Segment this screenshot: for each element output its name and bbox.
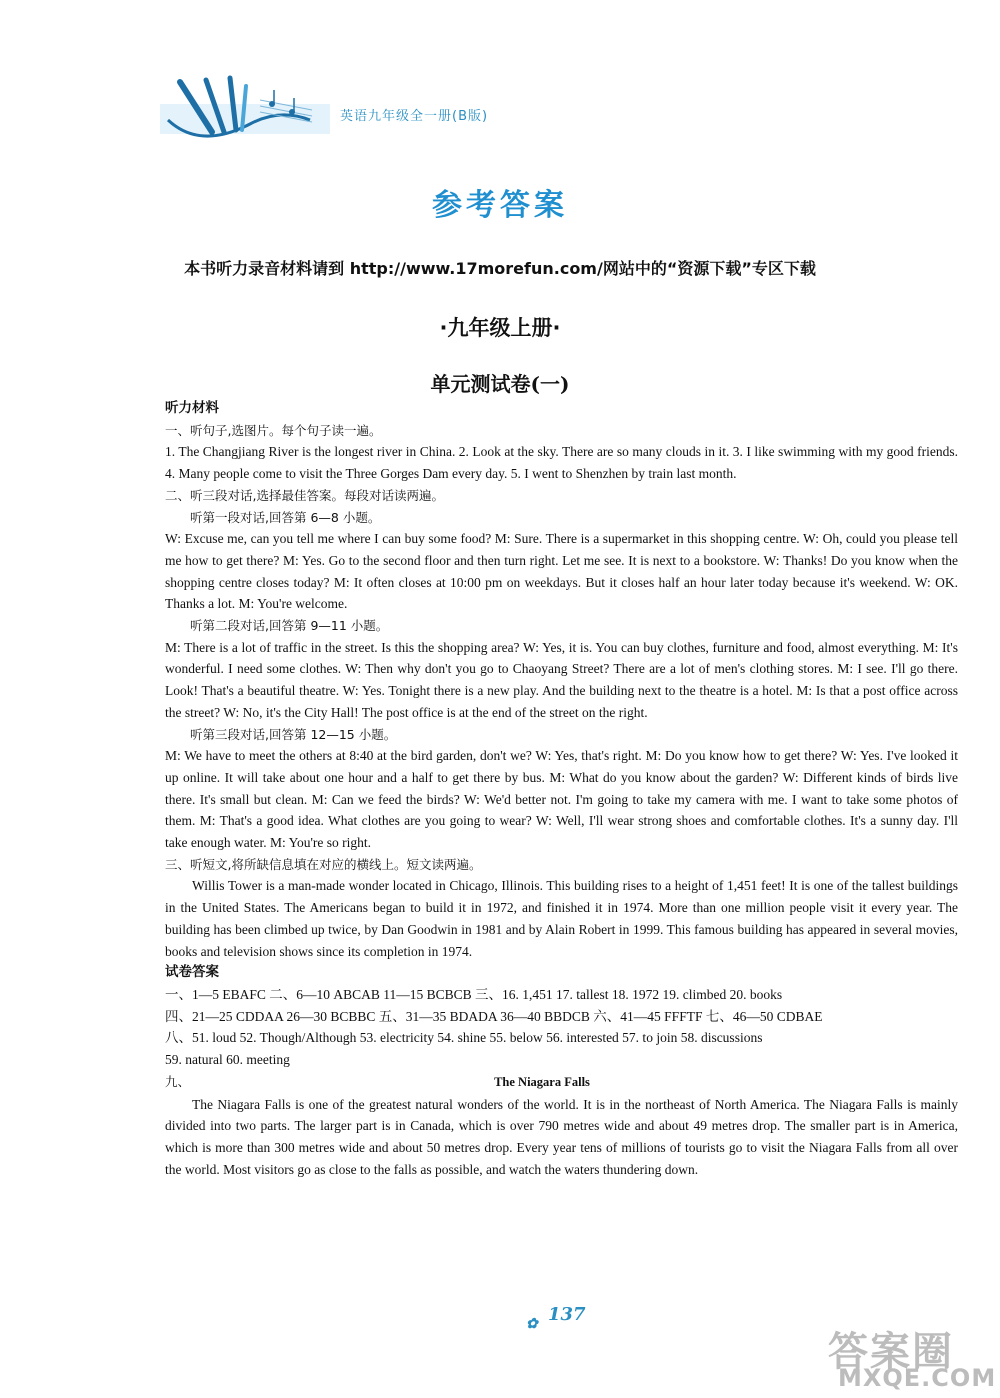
book-logo-icon <box>160 60 330 156</box>
volume-heading: ·九年级上册· <box>439 316 561 340</box>
answers-heading: 试卷答案 <box>165 964 219 981</box>
watermark-cn: 答案圈 <box>828 1329 954 1375</box>
dialog2-title: 听第二段对话,回答第 9—11 小题。 <box>190 618 389 634</box>
page-title: 参考答案 <box>432 188 568 223</box>
part3-text: Willis Tower is a man-made wonder located in Chicago, Illinois. This building rises to a height of 1,451 feet! It is one of the tallest buildings in the United States. The Americans began to build it in 1972, and finished it in 1974. More than one million people visit it every year. The building has been climbed up twice, by Dan Goodwin in 1981 and by Alain Robert in 1999. This famous building has appeared in several movies, books and television shows since its completion in 1974. <box>165 878 958 959</box>
dialog2-text: M: There is a lot of traffic in the street. Is this the shopping area? W: Yes, it is. You can buy clothes, furniture and food, almost everything. M: It's wonderful. I need some clothes. W: Then why don't you go to Chaoyang Street? There are a lot of men's clothing stores. M: I see. I'll go there. Look! That's a beautiful theatre. W: Yes. Tonight there is a new play. And the building next to the theatre is a hotel. M: Is that a post office across the street? W: No, it's the City Hall! The post office is at the end of the street on the right. <box>165 639 958 720</box>
watermark-en: MXQE.COM <box>838 1364 997 1392</box>
part1-title: 一、听句子,选图片。每个句子读一遍。 <box>165 422 382 438</box>
answer-line: 八、51. loud 52. Though/Although 53. electricity 54. shine 55. below 56. interested 57. to join 58. discussions <box>165 1030 763 1046</box>
dialog3-text: M: We have to meet the others at 8:40 at the bird garden, don't we? W: Yes, that's right. M: Do you know how to get there? W: Yes. I've looked it up online. It will take about one hour and a half to get there by bus. M: What do you know about the garden? W: Different kinds of birds live there. It's small but clean. M: Can we feed the birds? W: We'd better not. I'm going to take my camera with me. I want to take some photos of them. M: That's a good idea. What clothes are you going to wear? W: Well, I'll wear strong shoes and comfortable clothes. It's a sunny day. I'll take enough water. M: You're so right. <box>165 748 958 851</box>
answer-line: 一、1—5 EBAFC 二、6—10 ABCAB 11—15 BCBCB 三、16. 1,451 17. tallest 18. 1972 19. climbed 20. books <box>165 986 783 1002</box>
test-title: 单元测试卷(一) <box>430 372 570 396</box>
dialog1-title: 听第一段对话,回答第 6—8 小题。 <box>190 509 381 525</box>
listening-heading: 听力材料 <box>165 400 219 416</box>
book-header <box>160 60 580 160</box>
answer-line: 59. natural 60. meeting <box>165 1052 290 1068</box>
essay-header <box>165 1071 958 1094</box>
watermark <box>818 1320 997 1392</box>
flower-icon: ✿ <box>526 1316 538 1332</box>
part2-title: 二、听三段对话,选择最佳答案。每段对话读两遍。 <box>165 487 444 503</box>
part3-title: 三、听短文,将所缺信息填在对应的横线上。短文读两遍。 <box>165 856 482 872</box>
dialog1-text: W: Excuse me, can you tell me where I can buy some food? M: Sure. There is a supermarket in this shopping centre. W: Oh, could you please tell me how to get there? M: Yes. Go to the second floor and then turn right. Let me see. It is next to a bookstore. W: Thanks! Do you know when the shopping centre closes today? M: It often closes at 10:00 pm on weekdays. But it closes half an hour later today because it's weekend. W: OK. Thanks a lot. M: You're welcome. <box>165 531 958 612</box>
answer-content <box>165 398 958 1180</box>
dialog3-title: 听第三段对话,回答第 12—15 小题。 <box>190 726 397 742</box>
page-number: ✿ 137 <box>526 1304 586 1332</box>
essay-title: The Niagara Falls <box>494 1074 590 1089</box>
download-notice: 本书听力录音材料请到 http://www.17morefun.com/网站中的“资源下载”专区下载 <box>184 259 816 278</box>
book-title: 英语九年级全一册(B版) <box>340 109 489 124</box>
essay-text: The Niagara Falls is one of the greatest natural wonders of the world. It is in the northeast of North America. The Niagara Falls is mainly divided into two parts. The larger part is in Canada, which is over 790 metres wide and about 49 metres drop. The smaller part is in America, which is more than 300 metres wide and about 50 metres drop. Every year tens of millions of tourists go to visit the Niagara Falls from all over the world. Most visitors go as close to the falls as possible, and watch the waters thundering down. <box>165 1096 958 1177</box>
essay-number: 九、 <box>165 1073 191 1089</box>
part1-text: 1. The Changjiang River is the longest river in China. 2. Look at the sky. There are so many clouds in it. 3. I like swimming with my good friends. 4. Many people come to visit the Three Gorges Dam every day. 5. I went to Shenzhen by train last month. <box>165 444 958 482</box>
answer-line: 四、21—25 CDDAA 26—30 BCBBC 五、31—35 BDADA 36—40 BBDCB 六、41—45 FFFTF 七、46—50 CDBAE <box>165 1008 823 1024</box>
